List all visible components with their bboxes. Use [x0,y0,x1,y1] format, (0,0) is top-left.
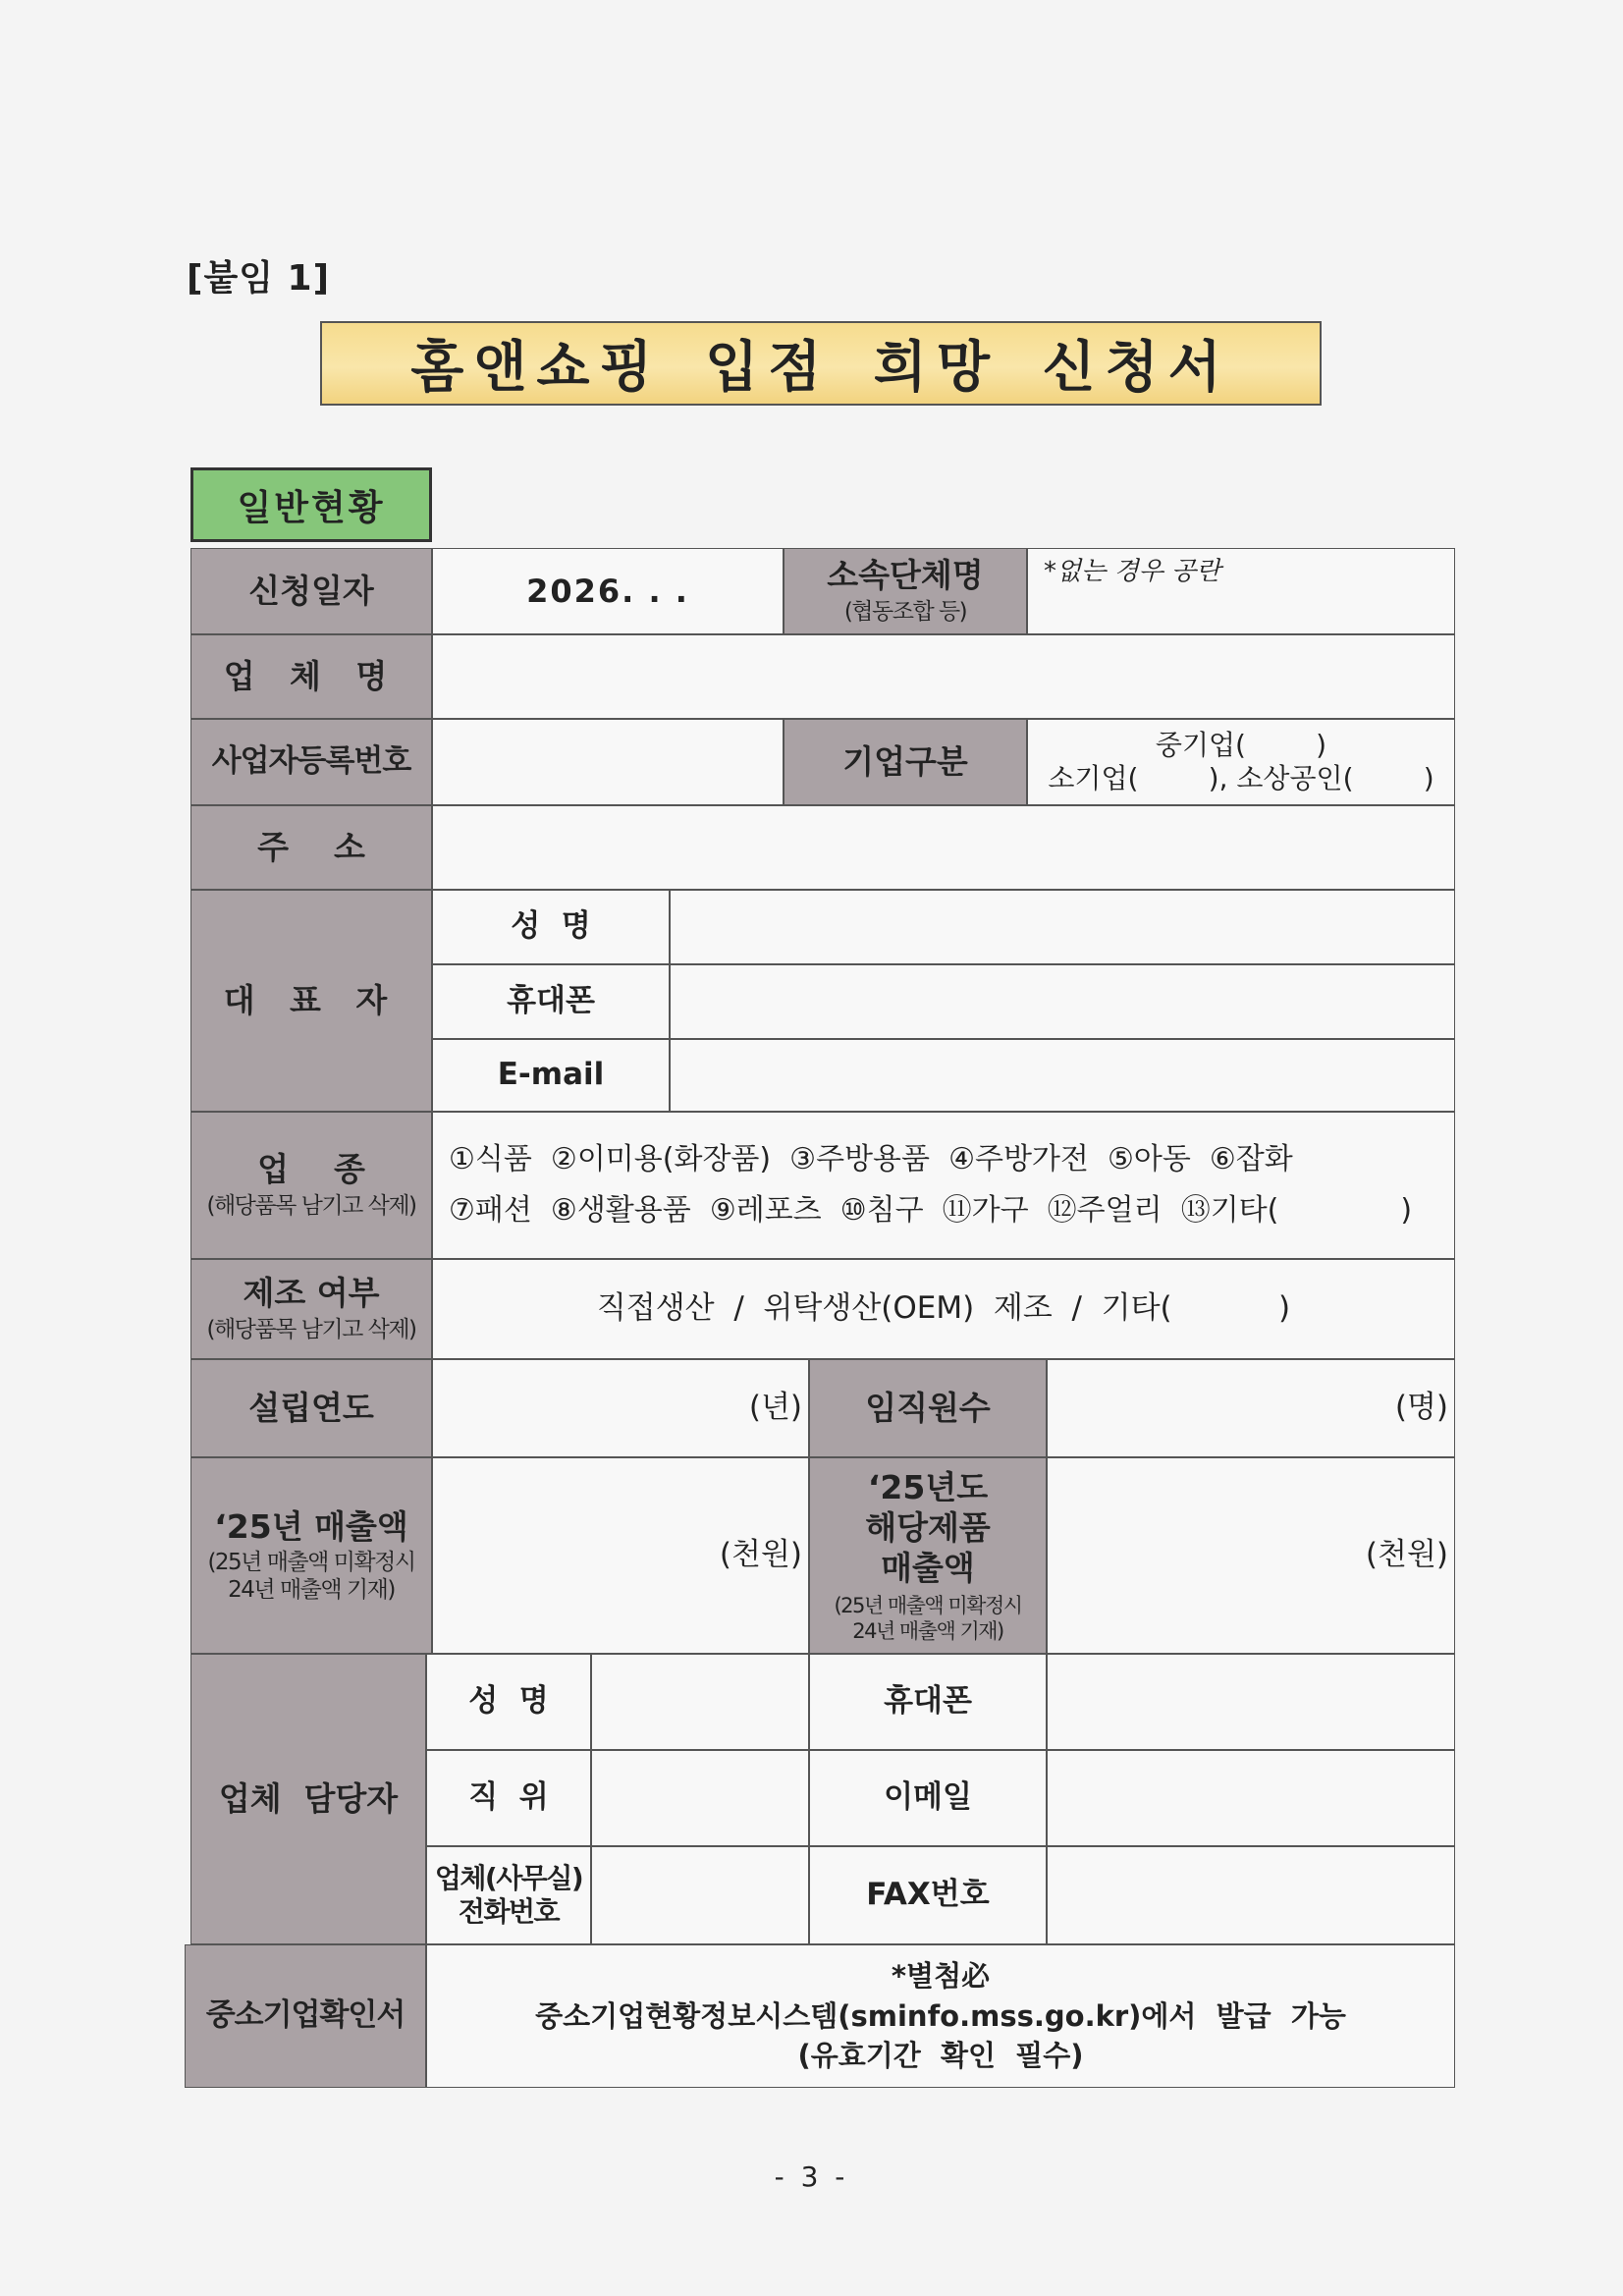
founding-year-field[interactable]: (년) [432,1359,809,1457]
affiliation-field[interactable]: *없는 경우 공란 [1027,548,1455,634]
employees-field[interactable]: (명) [1047,1359,1455,1457]
rep-phone-field[interactable] [670,964,1455,1039]
sales-label: ‘25년 매출액 (25년 매출액 미확정시 24년 매출액 기재) [190,1457,432,1654]
industry-options[interactable]: ①식품 ②이미용(화장품) ③주방용품 ④주방가전 ⑤아동 ⑥잡화 ⑦패션 ⑧생활용품 ⑨레포츠 ⑩침구 ⑪가구 ⑫주얼리 ⑬기타( ) [432,1112,1455,1259]
company-type-field[interactable]: 중기업( ) 소기업( ), 소상공인( ) [1027,719,1455,805]
contact-position-label: 직 위 [426,1750,591,1846]
office-phone-field[interactable] [591,1846,809,1944]
contact-name-label: 성 명 [426,1654,591,1750]
contact-position-field[interactable] [591,1750,809,1846]
rep-email-label: E-mail [432,1039,670,1112]
rep-name-field[interactable] [670,890,1455,964]
biz-reg-no-label: 사업자등록번호 [190,719,432,805]
contact-person-label: 업체 담당자 [190,1654,426,1944]
contact-email-label: 이메일 [809,1750,1047,1846]
apply-date-field[interactable]: 2026. . . [432,548,784,634]
representative-label: 대 표 자 [190,890,432,1112]
biz-reg-no-field[interactable] [432,719,784,805]
rep-email-field[interactable] [670,1039,1455,1112]
manufacturing-options[interactable]: 직접생산 / 위탁생산(OEM) 제조 / 기타( ) [432,1259,1455,1359]
contact-name-field[interactable] [591,1654,809,1750]
rep-name-label: 성 명 [432,890,670,964]
address-label: 주 소 [190,805,432,890]
address-field[interactable] [432,805,1455,890]
fax-field[interactable] [1047,1846,1455,1944]
product-sales-label: ‘25년도 해당제품 매출액 (25년 매출액 미확정시 24년 매출액 기재) [809,1457,1047,1654]
contact-email-field[interactable] [1047,1750,1455,1846]
attachment-label: [붙임 1] [187,258,331,299]
manufacturing-label: 제조 여부 (해당품목 남기고 삭제) [190,1259,432,1359]
affiliation-label: 소속단체명 (협동조합 등) [784,548,1027,634]
company-type-label: 기업구분 [784,719,1027,805]
document-title: 홈앤쇼핑 입점 희망 신청서 [320,321,1322,406]
company-name-field[interactable] [432,634,1455,719]
industry-label: 업 종 (해당품목 남기고 삭제) [190,1112,432,1259]
office-phone-label: 업체(사무실) 전화번호 [426,1846,591,1944]
product-sales-field[interactable]: (천원) [1047,1457,1455,1654]
contact-phone-field[interactable] [1047,1654,1455,1750]
employees-label: 임직원수 [809,1359,1047,1457]
apply-date-label: 신청일자 [190,548,432,634]
rep-phone-label: 휴대폰 [432,964,670,1039]
sme-certificate-note: *별첨必 중소기업현황정보시스템(sminfo.mss.go.kr)에서 발급 가능 (유효기간 확인 필수) [426,1944,1455,2088]
section-title: 일반현황 [190,467,432,542]
company-name-label: 업 체 명 [190,634,432,719]
contact-phone-label: 휴대폰 [809,1654,1047,1750]
fax-label: FAX번호 [809,1846,1047,1944]
sme-certificate-label: 중소기업확인서 [185,1944,426,2088]
page-number: - 3 - [774,2160,849,2193]
founding-year-label: 설립연도 [190,1359,432,1457]
sales-field[interactable]: (천원) [432,1457,809,1654]
